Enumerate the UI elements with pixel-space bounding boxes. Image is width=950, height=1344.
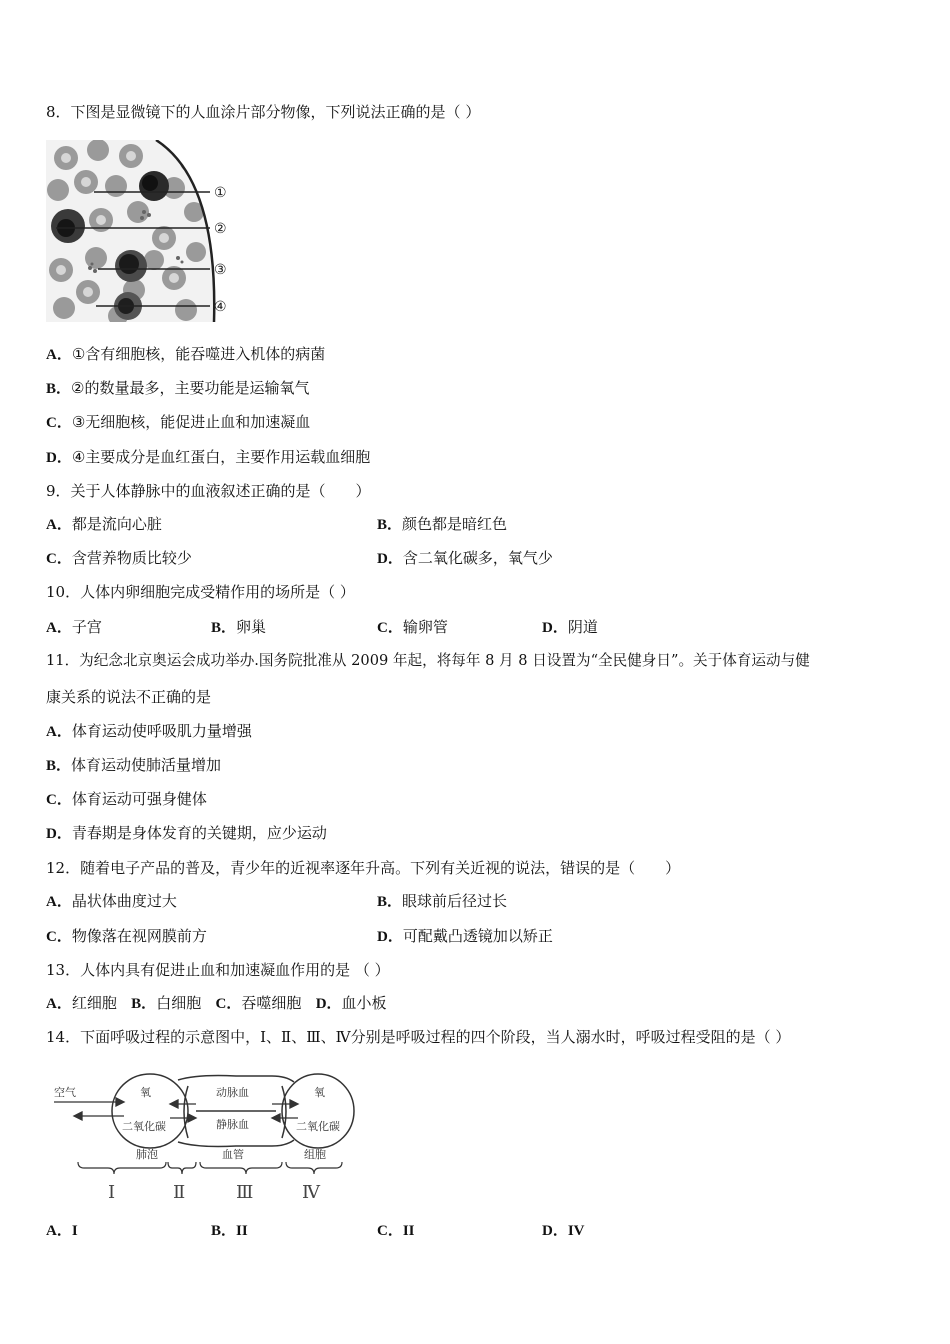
q8-option-c: C．③无细胞核，能促进止血和加速凝血 (46, 413, 311, 431)
q12-option-a: A．晶状体曲度过大 (46, 892, 177, 910)
q8-option-a: A．①含有细胞核，能吞噬进入机体的病菌 (46, 345, 326, 363)
diagram-co2-right: 二氧化碳 (296, 1120, 340, 1133)
q11-stem-line2: 康关系的说法不正确的是 (46, 688, 212, 706)
smear-label-2: ② (214, 221, 227, 237)
q10-stem: 10．人体内卵细胞完成受精作用的场所是（ ） (46, 583, 355, 601)
q8-option-d: D．④主要成分是血红蛋白，主要作用运载血细胞 (46, 448, 371, 466)
stage-2-label: Ⅱ (173, 1182, 186, 1203)
diagram-cells-label: 组胞 (304, 1148, 326, 1161)
diagram-venous-label: 静脉血 (216, 1118, 249, 1131)
q10-option-b: B．卵巢 (211, 618, 267, 636)
q10-option-c: C．输卵管 (377, 618, 448, 636)
q14-option-b: B．II (211, 1223, 248, 1239)
q14-stem: 14．下面呼吸过程的示意图中，Ⅰ、Ⅱ、Ⅲ、Ⅳ分别是呼吸过程的四个阶段，当人溺水时，呼吸过程受阻的是（ ） (46, 1028, 791, 1046)
q14-option-c: C．II (377, 1223, 415, 1239)
diagram-arterial-label: 动脉血 (216, 1086, 249, 1099)
q9-option-d: D．含二氧化碳多，氧气少 (377, 549, 553, 567)
stage-4-label: Ⅳ (302, 1182, 320, 1203)
q10-option-d: D．阴道 (542, 618, 598, 636)
q11-option-b: B．体育运动使肺活量增加 (46, 756, 222, 774)
stage-3-label: Ⅲ (236, 1182, 254, 1203)
blood-smear-figure (46, 140, 246, 322)
q13-option-b: 白细胞 (156, 994, 202, 1012)
q11-option-a: A．体育运动使呼吸肌力量增强 (46, 722, 252, 740)
q11-stem-line1: 11．为纪念北京奥运会成功举办.国务院批准从 2009 年起，将每年 8 月 8 日设置为“全民健身日”。关于体育运动与健 (46, 652, 810, 669)
diagram-oxygen-left: 氧 (140, 1086, 151, 1099)
q10-option-a: A．子宫 (46, 618, 102, 636)
diagram-vessels-label: 血管 (222, 1148, 244, 1161)
smear-label-4: ④ (214, 299, 227, 315)
q8-stem: 8．下图是显微镜下的人血涂片部分物像，下列说法正确的是（ ） (46, 103, 481, 121)
q11-option-c: C．体育运动可强身健体 (46, 790, 207, 808)
q13-stem: 13．人体内具有促进止血和加速凝血作用的是 （ ） (46, 961, 390, 979)
q13-option-c: 吞噬细胞 (241, 994, 302, 1012)
q8-option-b: B．②的数量最多，主要功能是运输氧气 (46, 379, 310, 397)
diagram-alveoli-label: 肺泡 (136, 1148, 158, 1161)
q12-option-d: D．可配戴凸透镜加以矫正 (377, 927, 553, 945)
q12-stem: 12．随着电子产品的普及，青少年的近视率逐年升高。下列有关近视的说法，错误的是（ ） (46, 859, 681, 877)
q13-option-d: 血小板 (341, 994, 387, 1012)
q11-option-d: D．青春期是身体发育的关键期，应少运动 (46, 824, 327, 842)
q13-options-row: A．红细胞 B．白细胞 C．吞噬细胞 D．血小板 (46, 994, 387, 1012)
diagram-co2-left: 二氧化碳 (122, 1120, 166, 1133)
diagram-oxygen-right: 氧 (314, 1086, 325, 1099)
q13-option-a: 红细胞 (71, 994, 117, 1012)
smear-label-3: ③ (214, 262, 227, 278)
q9-option-b: B．颜色都是暗红色 (377, 515, 508, 533)
respiration-diagram (50, 1066, 362, 1206)
q12-option-b: B．眼球前后径过长 (377, 892, 508, 910)
q12-option-c: C．物像落在视网膜前方 (46, 927, 207, 945)
diagram-air-label: 空气 (54, 1086, 76, 1099)
stage-1-label: Ⅰ (108, 1182, 116, 1203)
q9-option-a: A．都是流向心脏 (46, 515, 162, 533)
q14-option-a: A．I (46, 1223, 78, 1239)
q9-option-c: C．含营养物质比较少 (46, 549, 192, 567)
q9-stem: 9．关于人体静脉中的血液叙述正确的是（ ） (46, 482, 371, 500)
q14-option-d: D．IV (542, 1223, 585, 1239)
smear-label-1: ① (214, 185, 227, 201)
